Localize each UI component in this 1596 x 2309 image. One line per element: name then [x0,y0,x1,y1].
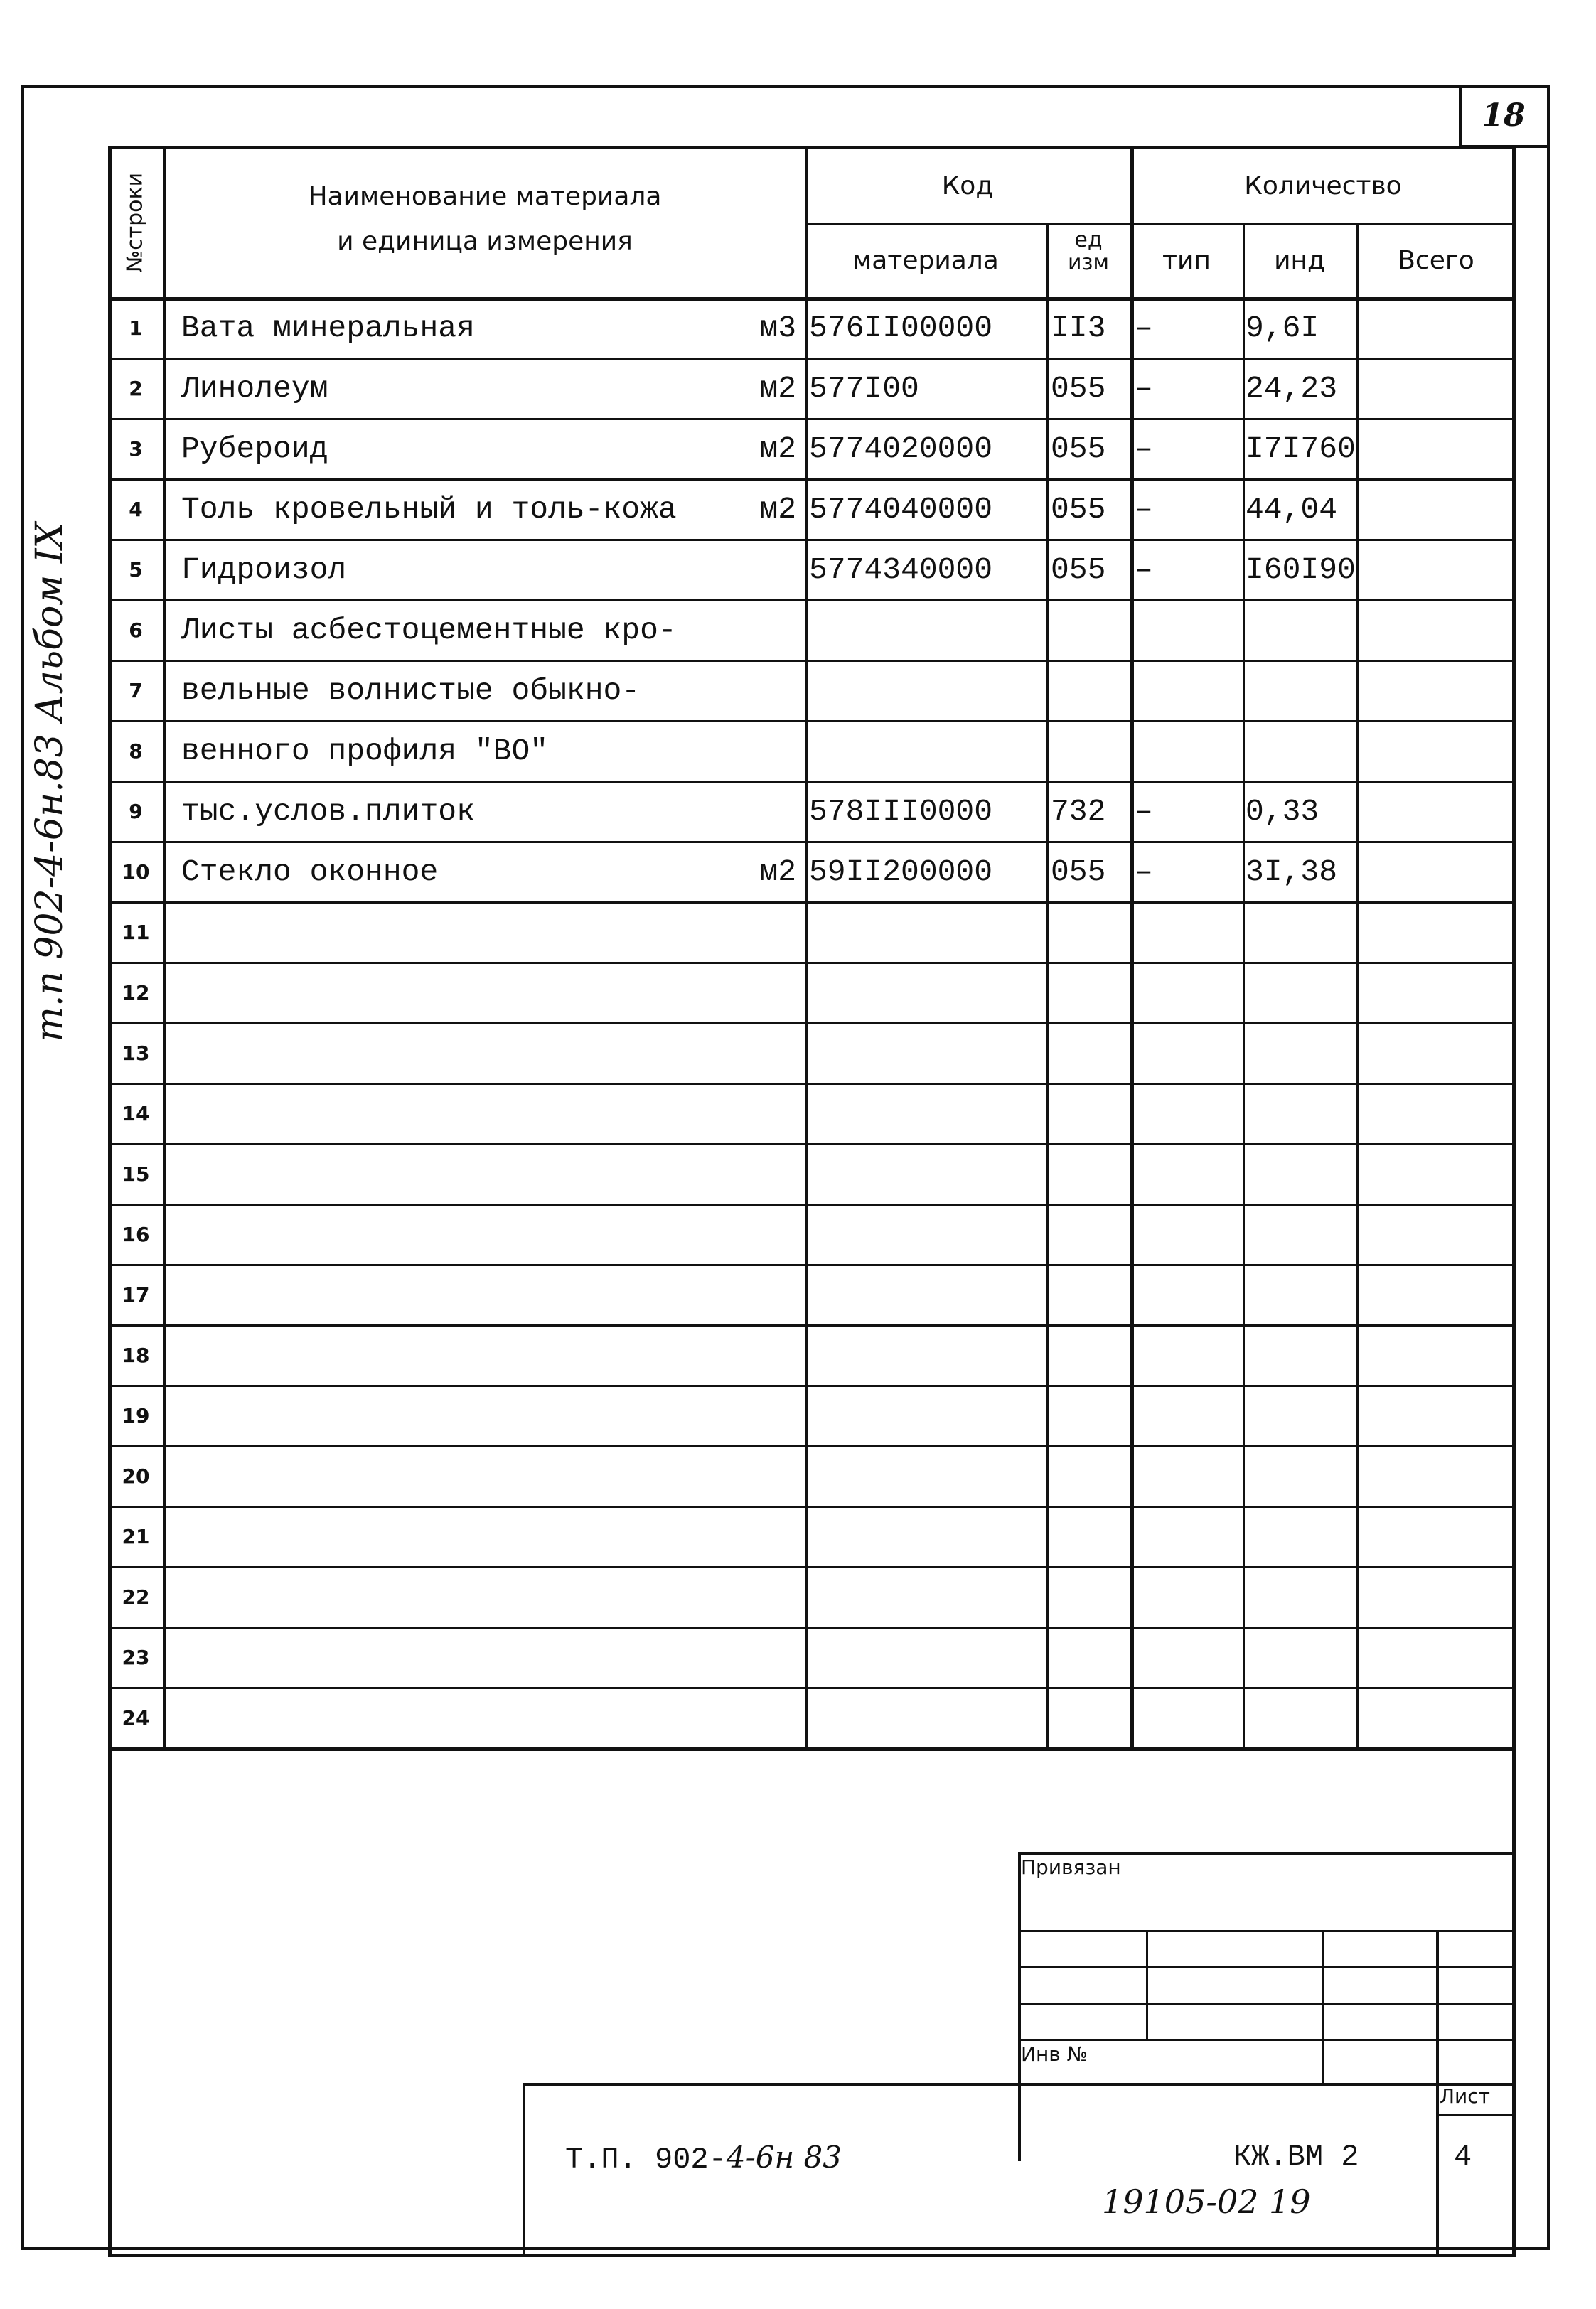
grid-vline [1436,1930,1439,2254]
grid-vline [1130,146,1134,1749]
row-number: 22 [122,1585,150,1609]
footer-archive-number: 19105-02 19 [1102,2182,1311,2221]
row-total [1361,1265,1513,1325]
row-name [181,1507,722,1567]
row-total [1361,1084,1513,1144]
row-type: – [1135,432,1153,466]
header-name-line2: и единица измерения [337,227,633,256]
row-total [1361,480,1513,540]
row-type: – [1135,794,1153,829]
stamp-doc-code: КЖ.ВМ 2 [1233,2140,1359,2174]
row-number: 4 [129,498,143,521]
row-ind [1246,1084,1370,1144]
grid-hline [523,2083,1516,2086]
row-total [1361,1568,1513,1627]
row-total [1361,1024,1513,1083]
row-number: 23 [122,1646,150,1669]
row-material-code: 577I00 [809,371,919,406]
row-number: 20 [122,1464,150,1488]
row-ind [1246,1568,1370,1627]
row-type [1135,1688,1241,1748]
row-ind: 24,23 [1246,371,1338,406]
stamp-doc-title: Т.П. 902-4-6н 83 [565,2140,842,2177]
row-type [1135,1628,1241,1688]
row-material-code [809,1688,1044,1748]
row-number: 12 [122,981,150,1005]
row-unit-code [1051,1386,1129,1446]
row-unit-code [1051,1205,1129,1265]
grid-vline [805,146,808,1749]
row-unit [725,1628,796,1688]
row-unit-code [1051,1628,1129,1688]
row-material-code: 578III0000 [809,794,993,829]
row-number: 1 [129,316,143,340]
row-material-code [809,601,1044,660]
row-number: 7 [129,679,143,702]
row-total [1361,1628,1513,1688]
row-ind: 3I,38 [1246,855,1338,889]
row-unit-code [1051,1507,1129,1567]
row-number: 8 [129,739,143,763]
row-ind: 44,04 [1246,492,1338,527]
row-name [181,1568,722,1627]
row-ind [1246,601,1370,660]
grid-vline [1018,1852,1021,2161]
row-unit [725,1688,796,1748]
stamp-inv-label: Инв № [1021,2042,1088,2066]
row-number: 13 [122,1041,150,1065]
row-ind: I60I90 [1246,552,1356,587]
row-unit-code: 055 [1051,432,1106,466]
grid-hline [1018,1930,1516,1932]
row-unit [725,1265,796,1325]
row-material-code [809,1145,1044,1204]
row-unit [725,1326,796,1386]
row-type [1135,1568,1241,1627]
row-name: Стекло оконное [181,855,439,889]
row-type: – [1135,855,1153,889]
row-material-code [809,1568,1044,1627]
row-unit-code: 055 [1051,552,1106,587]
row-material-code [809,1205,1044,1265]
row-unit [725,1568,796,1627]
grid-vline [1146,1930,1148,2039]
row-ind [1246,963,1370,1023]
grid-vline [1322,1930,1324,2083]
stamp-sheet-number: 4 [1454,2140,1472,2174]
row-type [1135,1326,1241,1386]
row-type [1135,1084,1241,1144]
row-material-code [809,963,1044,1023]
row-name: Листы асбестоцементные кро- [181,613,677,648]
row-total [1361,1688,1513,1748]
row-total [1361,299,1513,358]
row-number: 11 [122,921,150,944]
row-unit-code [1051,661,1129,721]
row-unit-code [1051,1688,1129,1748]
row-unit-code [1051,722,1129,781]
row-material-code [809,1447,1044,1506]
row-material-code [809,1507,1044,1567]
row-material-code: 5774340000 [809,552,993,587]
row-total [1361,359,1513,419]
row-name: тыс.услов.плиток [181,794,475,829]
row-total [1361,1326,1513,1386]
row-number: 5 [129,558,143,582]
row-type [1135,1507,1241,1567]
grid-vline [1243,223,1245,1749]
row-number: 10 [122,860,150,884]
page-number: 18 [1482,97,1526,134]
header-row-number: №строки [122,172,148,272]
row-type: – [1135,371,1153,406]
row-type [1135,661,1241,721]
row-unit-code: 055 [1051,371,1106,406]
row-unit-code: 055 [1051,492,1106,527]
row-type [1135,1386,1241,1446]
grid-hline [1018,1852,1516,1855]
row-ind: I7I760 [1246,432,1356,466]
row-total [1361,661,1513,721]
row-unit-code [1051,1265,1129,1325]
row-unit [725,1084,796,1144]
row-name [181,1326,722,1386]
row-number: 17 [122,1283,150,1307]
header-type: тип [1162,246,1211,275]
row-type [1135,1265,1241,1325]
row-number: 19 [122,1404,150,1427]
row-unit-code [1051,1145,1129,1204]
row-total [1361,842,1513,902]
row-ind [1246,722,1370,781]
grid-hline [1018,2039,1516,2041]
row-total [1361,540,1513,600]
header-quantity: Количество [1244,171,1402,200]
row-number: 6 [129,618,143,642]
row-unit: м2 [759,855,796,889]
grid-hline [1018,2003,1516,2005]
row-type [1135,722,1241,781]
row-name: Рубероид [181,432,328,466]
row-unit-code [1051,601,1129,660]
row-unit [725,722,796,781]
row-name [181,1628,722,1688]
row-name [181,1145,722,1204]
row-total [1361,903,1513,963]
row-total [1361,1386,1513,1446]
row-name: Линолеум [181,371,328,406]
row-unit [725,1205,796,1265]
row-material-code: 576II00000 [809,311,993,345]
row-name [181,1084,722,1144]
row-material-code: 5774040000 [809,492,993,527]
row-type [1135,1145,1241,1204]
row-name [181,1386,722,1446]
row-unit [725,661,796,721]
row-ind [1246,1688,1370,1748]
row-type [1135,963,1241,1023]
row-unit: м3 [759,311,796,345]
row-total [1361,782,1513,842]
row-total [1361,963,1513,1023]
row-name: Толь кровельный и толь-кожа [181,492,677,527]
row-material-code: 59II200000 [809,855,993,889]
row-ind [1246,1628,1370,1688]
row-name: Гидроизол [181,552,347,587]
row-ind [1246,1145,1370,1204]
row-ind [1246,903,1370,963]
row-total [1361,601,1513,660]
row-material-code [809,722,1044,781]
row-name: вельные волнистые обыкно- [181,673,641,708]
grid-hline [1436,2114,1516,2116]
row-unit-code [1051,1024,1129,1083]
row-name [181,963,722,1023]
row-ind [1246,1386,1370,1446]
row-name [181,903,722,963]
row-ind [1246,1507,1370,1567]
grid-vline [523,2083,525,2257]
row-unit-code: II3 [1051,311,1106,345]
row-material-code [809,1628,1044,1688]
header-code: Код [941,171,994,200]
row-unit [725,540,796,600]
row-unit-code: 055 [1051,855,1106,889]
row-ind [1246,1024,1370,1083]
row-name [181,1024,722,1083]
row-unit [725,963,796,1023]
row-type [1135,601,1241,660]
row-unit [725,903,796,963]
row-unit: м2 [759,432,796,466]
row-unit-code [1051,1447,1129,1506]
row-type: – [1135,492,1153,527]
row-unit-code [1051,1084,1129,1144]
row-unit-code [1051,1568,1129,1627]
row-material-code: 5774020000 [809,432,993,466]
row-material-code [809,903,1044,963]
grid-hline [1018,1966,1516,1968]
row-name [181,1688,722,1748]
row-total [1361,1145,1513,1204]
row-type [1135,1205,1241,1265]
row-type [1135,1447,1241,1506]
row-ind: 0,33 [1246,794,1319,829]
row-number: 18 [122,1344,150,1367]
row-material-code [809,1386,1044,1446]
header-ind: инд [1274,246,1325,275]
row-unit [725,1024,796,1083]
row-number: 24 [122,1706,150,1730]
stamp-sheet-label: Лист [1440,2084,1490,2108]
row-material-code [809,1265,1044,1325]
row-total [1361,1507,1513,1567]
row-number: 14 [122,1102,150,1125]
row-unit [725,782,796,842]
row-unit-code [1051,963,1129,1023]
side-annotation: т.п 902-4-6н.83 Альбом IX [28,522,71,1042]
row-type [1135,1024,1241,1083]
row-number: 16 [122,1223,150,1246]
row-unit [725,1145,796,1204]
row-unit [725,1386,796,1446]
row-material-code [809,1084,1044,1144]
grid-hline [805,223,1516,225]
header-total: Всего [1398,246,1474,275]
stamp-linked-label: Привязан [1021,1855,1121,1879]
header-material: материала [852,246,999,275]
row-number: 15 [122,1162,150,1186]
row-total [1361,1205,1513,1265]
row-number: 3 [129,437,143,461]
row-name [181,1265,722,1325]
row-ind [1246,1205,1370,1265]
row-material-code [809,661,1044,721]
grid-vline [1046,223,1049,1749]
row-total [1361,1447,1513,1506]
row-ind [1246,1265,1370,1325]
row-material-code [809,1024,1044,1083]
row-type: – [1135,552,1153,587]
row-type: – [1135,311,1153,345]
row-type [1135,903,1241,963]
row-unit-code [1051,1326,1129,1386]
row-number: 9 [129,800,143,823]
row-number: 21 [122,1525,150,1548]
row-unit [725,1447,796,1506]
row-total [1361,722,1513,781]
row-ind [1246,1447,1370,1506]
row-total [1361,419,1513,479]
row-unit: м2 [759,492,796,527]
row-ind: 9,6I [1246,311,1319,345]
row-name [181,1205,722,1265]
row-name: Вата минеральная [181,311,475,345]
row-unit [725,601,796,660]
header-unit: ед изм [1067,227,1110,275]
row-name: венного профиля "ВО" [181,734,549,768]
row-unit-code: 732 [1051,794,1106,829]
header-name-line1: Наименование материала [308,182,662,211]
row-ind [1246,1326,1370,1386]
row-unit: м2 [759,371,796,406]
row-number: 2 [129,377,143,400]
row-unit [725,1507,796,1567]
row-ind [1246,661,1370,721]
row-unit-code [1051,903,1129,963]
row-name [181,1447,722,1506]
row-material-code [809,1326,1044,1386]
